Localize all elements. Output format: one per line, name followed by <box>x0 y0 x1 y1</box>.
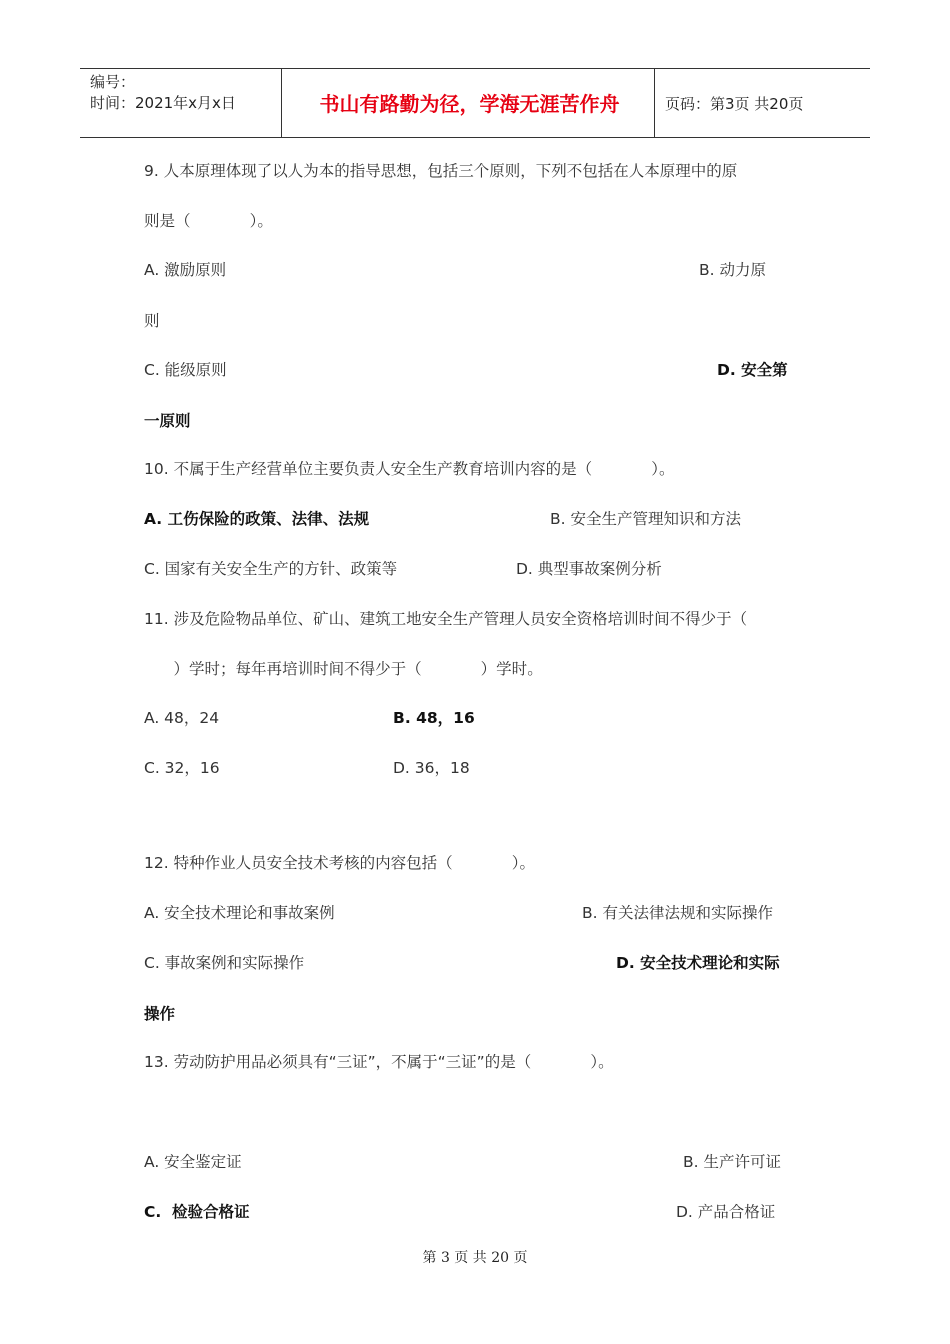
q10-option-a-answer: A. 工伤保险的政策、法律、法规 <box>144 510 370 528</box>
q11-stem-line2: ）学时；每年再培训时间不得少于（ ）学时。 <box>144 660 543 678</box>
q13-option-c-answer: C. 检验合格证 <box>144 1203 250 1221</box>
q12-option-b: B. 有关法律法规和实际操作 <box>582 904 773 922</box>
page-footer: 第 3 页 共 20 页 <box>422 1250 528 1266</box>
q13-option-b: B. 生产许可证 <box>683 1153 781 1171</box>
q11-option-d: D. 36，18 <box>393 759 470 777</box>
document-date: 时间：2021年x月x日 <box>90 94 236 112</box>
q11-option-a: A. 48，24 <box>144 709 220 727</box>
page-header <box>80 68 870 138</box>
q12-option-c: C. 事故案例和实际操作 <box>144 954 305 972</box>
q12-option-d-cont: 操作 <box>144 1005 176 1023</box>
header-page-info: 页码：第3页 共20页 <box>665 95 804 113</box>
q9-option-d-cont: 一原则 <box>144 412 191 430</box>
q12-option-a: A. 安全技术理论和事故案例 <box>144 904 335 922</box>
q9-option-b: B. 动力原 <box>699 261 766 279</box>
q10-option-c: C. 国家有关安全生产的方针、政策等 <box>144 560 398 578</box>
q13-option-a: A. 安全鉴定证 <box>144 1153 242 1171</box>
q9-stem-line1: 9. 人本原理体现了以人为本的指导思想，包括三个原则，下列不包括在人本原理中的原 <box>144 162 738 180</box>
q11-option-b-answer: B. 48，16 <box>393 709 475 727</box>
q9-option-a: A. 激励原则 <box>144 261 227 279</box>
q11-stem-line1: 11. 涉及危险物品单位、矿山、建筑工地安全生产管理人员安全资格培训时间不得少于（ <box>144 610 748 628</box>
document-number-label: 编号： <box>90 73 136 91</box>
q10-option-b: B. 安全生产管理知识和方法 <box>550 510 741 528</box>
q9-option-b-cont: 则 <box>144 312 160 330</box>
q10-option-d: D. 典型事故案例分析 <box>516 560 662 578</box>
q13-stem: 13. 劳动防护用品必须具有“三证”，不属于“三证”的是（ ）。 <box>144 1053 614 1071</box>
header-motto: 书山有路勤为径，学海无涯苦作舟 <box>319 92 620 116</box>
header-divider <box>281 69 282 137</box>
q12-option-d-answer: D. 安全技术理论和实际 <box>616 954 780 972</box>
q11-option-c: C. 32，16 <box>144 759 220 777</box>
header-meta <box>90 72 236 114</box>
q9-stem-line2: 则是（ ）。 <box>144 212 273 230</box>
header-divider <box>654 69 655 137</box>
q9-option-c: C. 能级原则 <box>144 361 227 379</box>
q13-option-d: D. 产品合格证 <box>676 1203 776 1221</box>
q9-option-d-answer: D. 安全第 <box>717 361 788 379</box>
q12-stem: 12. 特种作业人员安全技术考核的内容包括（ ）。 <box>144 854 535 872</box>
q10-stem: 10. 不属于生产经营单位主要负责人安全生产教育培训内容的是（ ）。 <box>144 460 675 478</box>
